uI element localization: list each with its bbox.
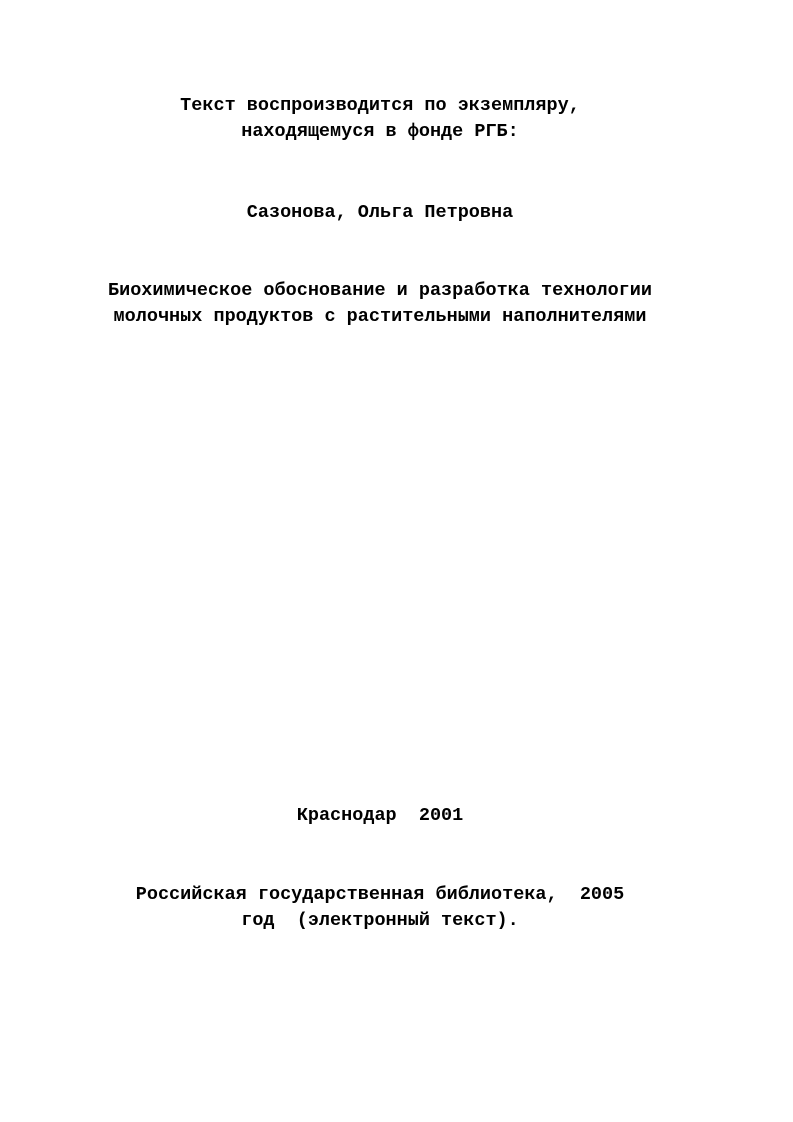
notice-line-1: Текст воспроизводится по экземпляру, — [180, 95, 580, 116]
place-and-year: Краснодар 2001 — [296, 805, 464, 826]
dissertation-title-line-2: молочных продуктов с растительными наполнителями — [113, 306, 647, 327]
notice-line-2: находящемуся в фонде РГБ: — [241, 121, 519, 142]
publisher-line-2: год (электронный текст). — [241, 910, 519, 931]
publisher-line-1: Российская государственная библиотека, 2005 — [135, 884, 625, 905]
author-name: Сазонова, Ольга Петровна — [246, 202, 514, 223]
dissertation-title-line-1: Биохимическое обоснование и разработка технологии — [108, 280, 652, 301]
